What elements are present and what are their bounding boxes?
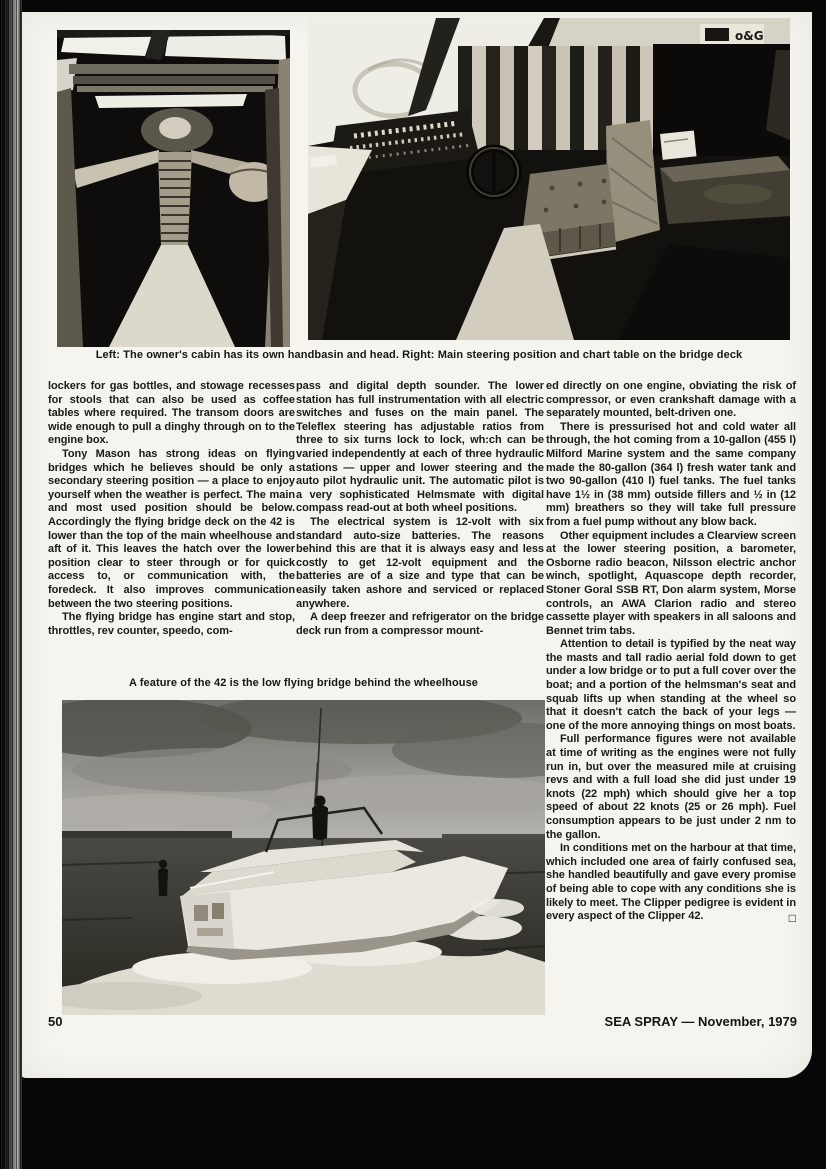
paragraph: The flying bridge has engine start and stop, throttles, rev counter, speedo, com-: [48, 611, 295, 637]
paragraph: pass and digital depth sounder. The lower station has full instrumentation with all electric switches and fuses on the main panel. The Teleflex steering has adjustable ratios from three to six turns lock to lock, wh:ch can be varied independently at each of three hydraulic stations — upper and lower steering and the auto pilot hydraulic unit. The automatic pilot is a very sophisticated Helmsmate with digital compass read-out at both wheel positions.: [296, 380, 544, 515]
bridge-badge-logo: o&G: [735, 29, 764, 43]
paragraph: There is pressurised hot and cold water all through, the hot coming from a 10-gallon (455 l) Milford Marine system and the same company made the 80-gallon (364 l) fresh water tank and two 90-gallon (410 l) fuel tanks. The fuel tanks have 1½ in (38 mm) outside fillers and ½ in (12 mm) breathers so they will take full pressure from a fuel pump without any blow back.: [546, 420, 796, 528]
article-column-1: [48, 380, 295, 638]
bridge-deck-photo: [308, 18, 790, 340]
boat-underway-photo: [62, 700, 545, 1015]
book-spine: [0, 0, 22, 1169]
article-column-2: [296, 380, 544, 638]
paragraph-text: In conditions met on the harbour at that time, which included one area of fairly confused sea, she handled beautifully and gave every promise of being able to cope with any conditions she is likely to meet. The Clipper pedigree is evident in every aspect of the Clipper 42.: [546, 842, 796, 923]
paragraph: Full performance figures were not available at time of writing as the engines were not fully run in, but over the measured mile at cruising revs and with a full load she did just under 19 knots (22 mph) which should give her a top speed of about 22 knots (25 or 26 mph). Fuel consumption appears to be just under 2 nm to the gallon.: [546, 733, 796, 841]
paragraph: [546, 842, 796, 924]
top-photos-caption: Left: The owner's cabin has its own handbasin and head. Right: Main steering position and chart table on the bridge deck: [95, 349, 743, 361]
page-number: 50: [48, 1014, 63, 1029]
footer-magazine-title: SEA SPRAY — November, 1979: [604, 1014, 797, 1029]
paragraph: A deep freezer and refrigerator on the bridge deck run from a compressor mount-: [296, 611, 544, 637]
owners-cabin-photo-art: [57, 30, 290, 347]
paragraph: Tony Mason has strong ideas on flying bridges which he believes should be only a secondary steering position — a place to enjoy yourself when the weather is perfect. The main and most used position should be below. Accordingly the flying bridge deck on the 42 is lower than the top of the main wheelhouse and aft of it. This leaves the hatch over the lower position clear to steer through or for quick access to, or communication with, the foredeck. It also improves communication between the two steering positions.: [48, 447, 295, 610]
end-of-article-mark: □: [788, 910, 796, 925]
owners-cabin-photo: [57, 30, 290, 347]
paragraph: The electrical system is 12-volt with six standard auto-size batteries. The reasons behind this are that it is always easy and less costly to get 12-volt equipment and the batteries are of a size and type that can be easily taken ashore and serviced or replaced anywhere.: [296, 515, 544, 610]
boat-photo-caption: A feature of the 42 is the low flying bridge behind the wheelhouse: [128, 677, 479, 689]
boat-underway-photo-art: [62, 700, 545, 1015]
bridge-deck-photo-art: [308, 18, 790, 340]
paragraph: Attention to detail is typified by the neat way the masts and tall radio aerial fold down to get under a low bridge or to put a full cover over the boat; and a portion of the helmsman's seat and squab lifts up when standing at the wheel so that it doesn't catch the back of your legs — one of the more annoying things on most boats.: [546, 638, 796, 732]
paragraph: lockers for gas bottles, and stowage recesses for stools that can also be used as coffee tables where required. The transom doors are wide enough to pull a dinghy through on to the engine box.: [48, 380, 295, 447]
paragraph: Other equipment includes a Clearview screen at the lower steering position, a barometer, Osborne radio beacon, Nilsson electric anchor winch, spotlight, Aquascope depth recorder, Stoner Goral SSB RT, Don alarm system, Morse controls, an AWA Clarion radio and stereo cassette player with speakers in all saloons and Bennet trim tabs.: [546, 529, 796, 637]
article-column-3: [546, 380, 796, 924]
paragraph: ed directly on one engine, obviating the risk of compressor, or even crankshaft damage with a separately mounted, belt-driven one.: [546, 380, 796, 420]
